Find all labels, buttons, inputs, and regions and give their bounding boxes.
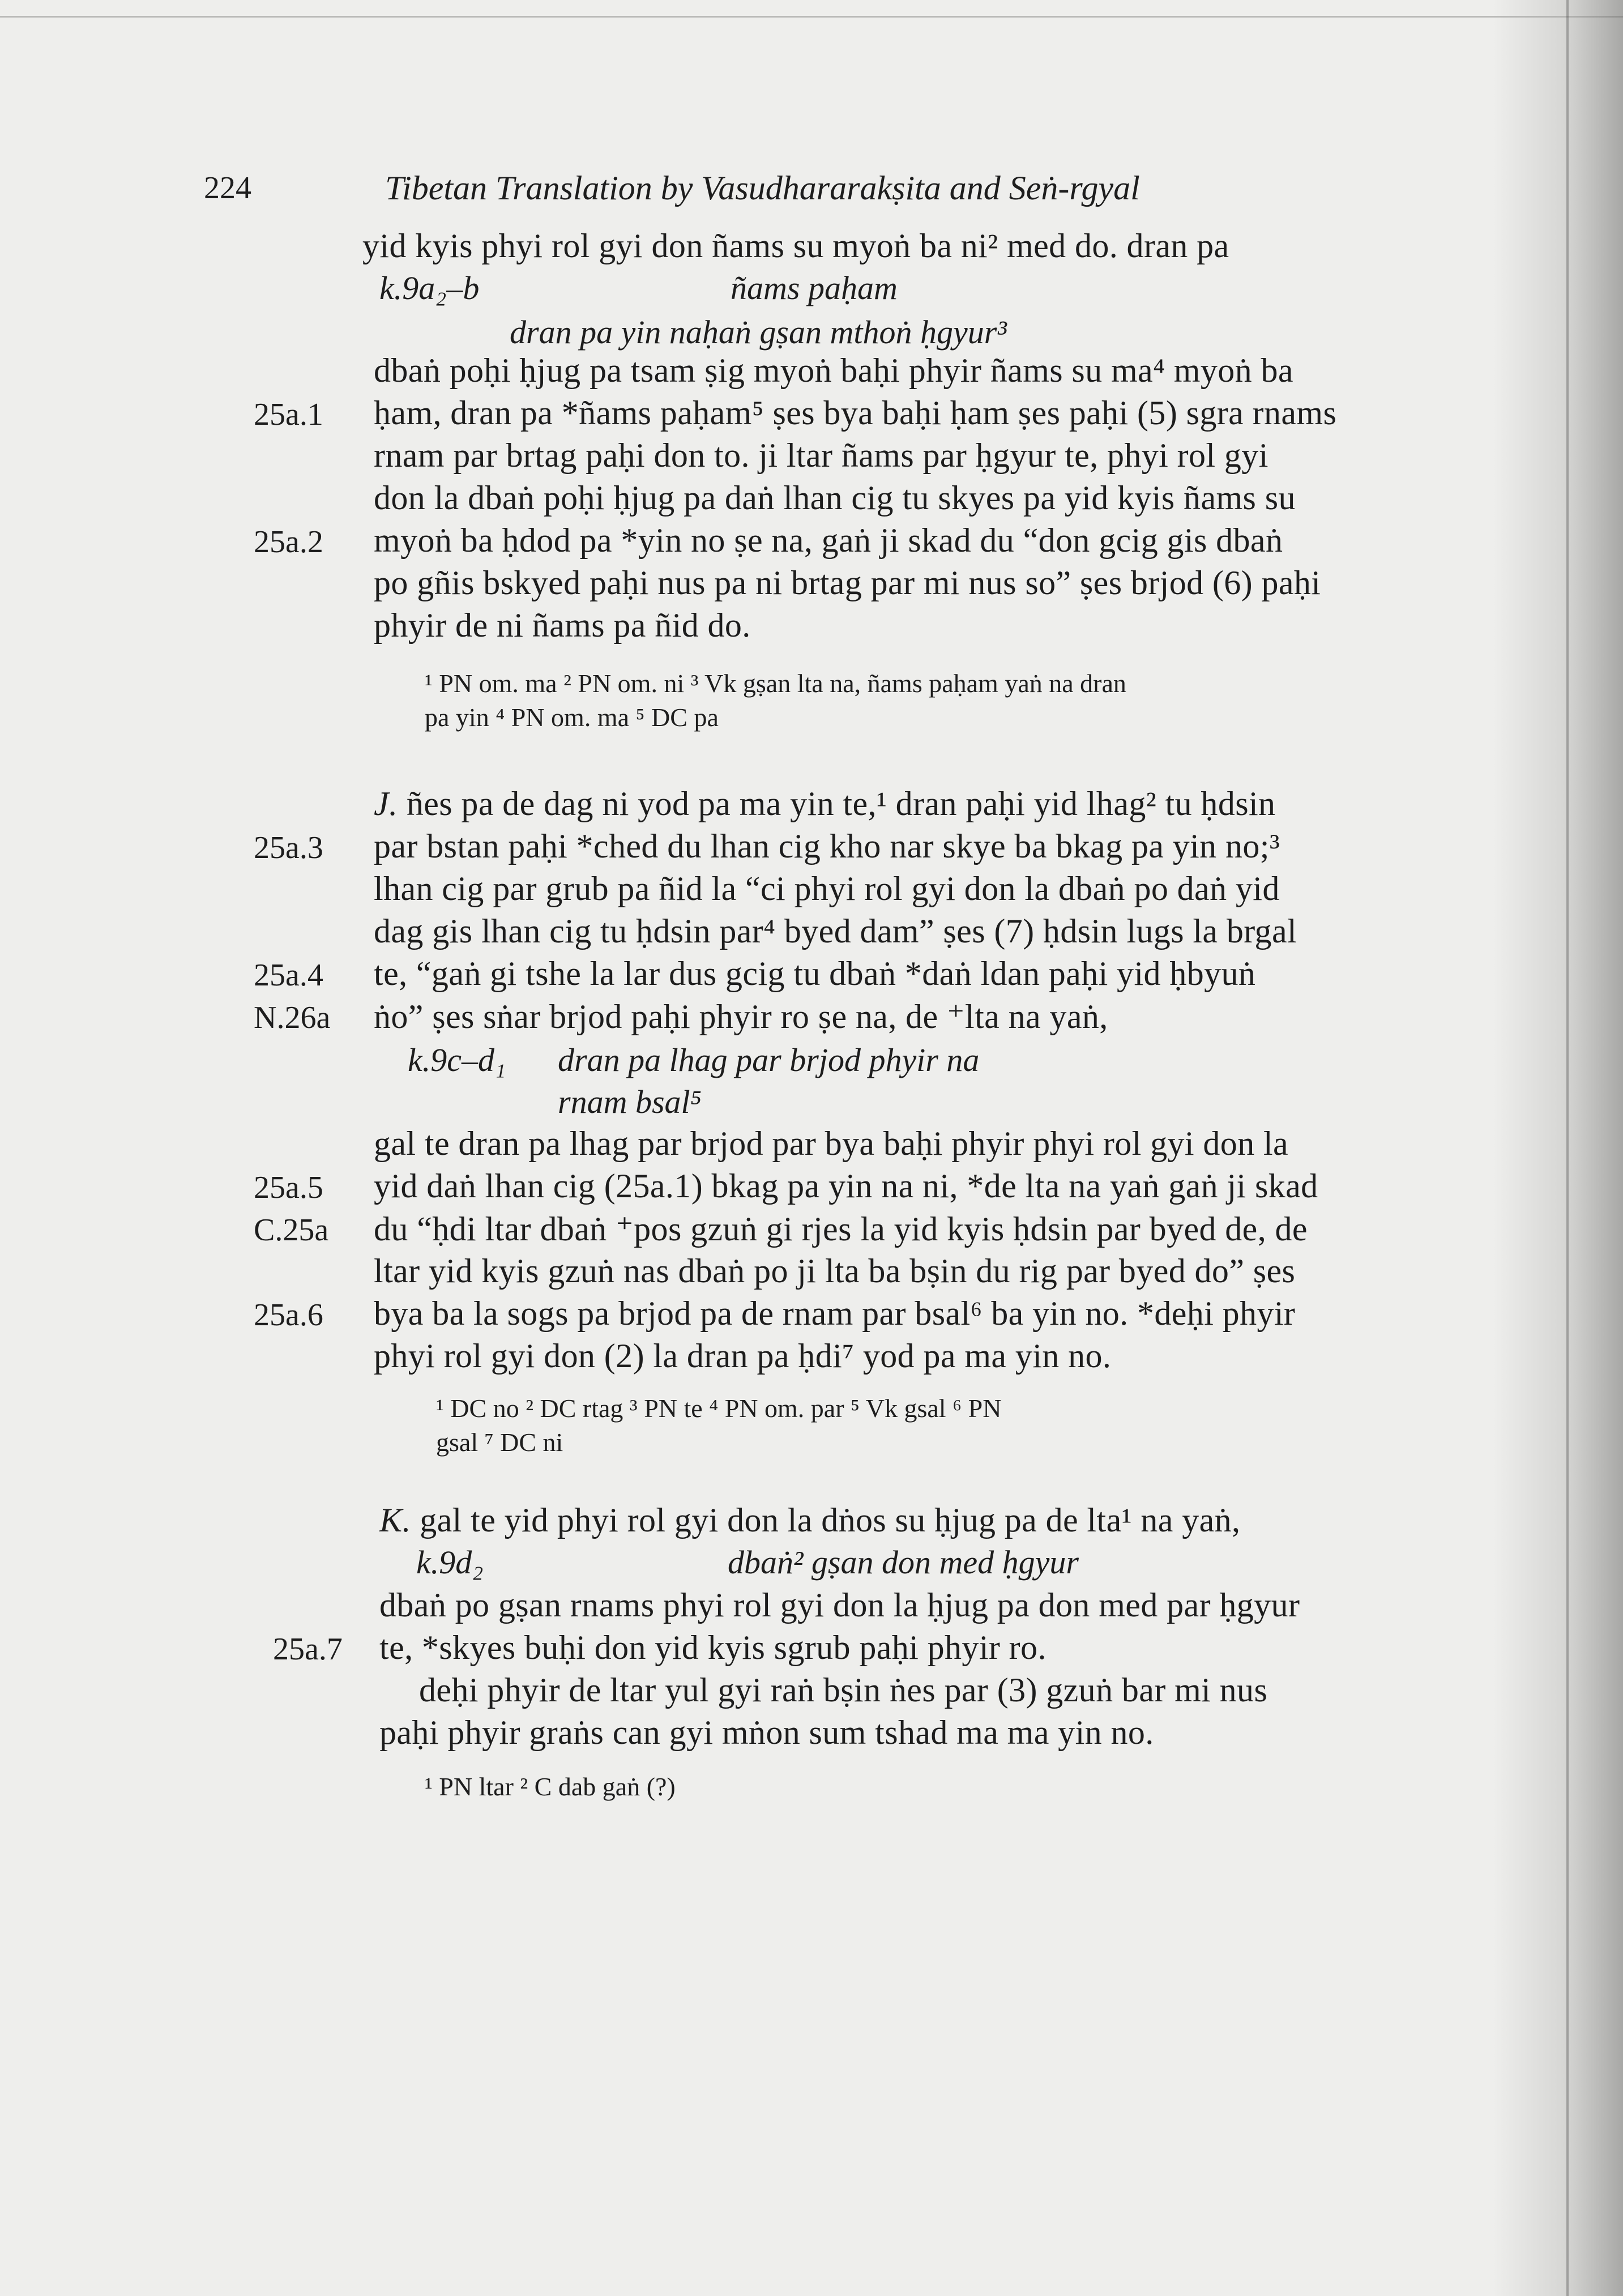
margin-folio-ref: 25a.7 bbox=[273, 1632, 343, 1667]
verse-ref: k.9a₂–b bbox=[379, 270, 480, 306]
running-title: Tibetan Translation by Vasudhararakṣita and Seṅ-rgyal bbox=[385, 169, 1140, 207]
margin-folio-ref: N.26a bbox=[254, 1000, 331, 1035]
section-label: J. bbox=[374, 785, 398, 822]
text-line: yid kyis phyi rol gyi don ñams su myoṅ ba ni² med do. dran pa bbox=[362, 227, 1229, 264]
text-line: phyir de ni ñams pa ñid do. bbox=[374, 607, 751, 644]
text-line: gal te yid phyi rol gyi don la dṅos su ḥjug pa de lta¹ na yaṅ, bbox=[420, 1501, 1241, 1539]
text-line: te, *skyes buḥi don yid kyis sgrub paḥi phyir ro. bbox=[379, 1629, 1047, 1666]
margin-folio-ref: 25a.1 bbox=[254, 397, 323, 432]
text-line: ñes pa de dag ni yod pa ma yin te,¹ dran paḥi yid lhag² tu ḥdsin bbox=[406, 785, 1276, 822]
scan-binding-shadow bbox=[1493, 0, 1623, 2296]
footnote-line: gsal ⁷ DC ni bbox=[436, 1428, 563, 1457]
verse-line: dbaṅ² gṣan don med ḥgyur bbox=[728, 1544, 1079, 1581]
verse-line: rnam bsal⁵ bbox=[558, 1083, 702, 1120]
text-line: yid daṅ lhan cig (25a.1) bkag pa yin na ni, *de lta na yaṅ gaṅ ji skad bbox=[374, 1167, 1318, 1205]
text-line: dbaṅ po gṣan rnams phyi rol gyi don la ḥjug pa don med par ḥgyur bbox=[379, 1586, 1300, 1624]
verse-line: dran pa lhag par brjod phyir na bbox=[558, 1042, 980, 1078]
text-line: po gñis bskyed paḥi nus pa ni brtag par mi nus so” ṣes brjod (6) paḥi bbox=[374, 564, 1321, 601]
verse-ref: k.9c–d₁ bbox=[408, 1042, 506, 1078]
margin-folio-ref: 25a.2 bbox=[254, 524, 323, 560]
text-line: par bstan paḥi *ched du lhan cig kho nar skye ba bkag pa yin no;³ bbox=[374, 827, 1280, 865]
footnote-line: ¹ PN om. ma ² PN om. ni ³ Vk gṣan lta na, ñams paḥam yaṅ na dran bbox=[425, 669, 1126, 698]
verse-line: dran pa yin naḥaṅ gṣan mthoṅ ḥgyur³ bbox=[510, 314, 1007, 351]
text-line: ltar yid kyis gzuṅ nas dbaṅ po ji lta ba bṣin du rig par byed do” ṣes bbox=[374, 1252, 1296, 1290]
text-line: dbaṅ poḥi ḥjug pa tsam ṣig myoṅ baḥi phyir ñams su ma⁴ myoṅ ba bbox=[374, 352, 1293, 389]
footnote-line: pa yin ⁴ PN om. ma ⁵ DC pa bbox=[425, 703, 719, 732]
text-line: myoṅ ba ḥdod pa *yin no ṣe na, gaṅ ji skad du “don gcig gis dbaṅ bbox=[374, 522, 1283, 559]
text-line: bya ba la sogs pa brjod pa de rnam par bsal⁶ ba yin no. *deḥi phyir bbox=[374, 1295, 1296, 1332]
margin-folio-ref: 25a.6 bbox=[254, 1298, 323, 1333]
text-line: ṅo” ṣes sṅar brjod paḥi phyir ro ṣe na, de ⁺lta na yaṅ, bbox=[374, 998, 1108, 1035]
text-line: du “ḥdi ltar dbaṅ ⁺pos gzuṅ gi rjes la yid kyis ḥdsin par byed de, de bbox=[374, 1210, 1308, 1248]
text-line: lhan cig par grub pa ñid la “ci phyi rol gyi don la dbaṅ po daṅ yid bbox=[374, 870, 1280, 907]
text-line: rnam par brtag paḥi don to. ji ltar ñams par ḥgyur te, phyi rol gyi bbox=[374, 437, 1268, 474]
footnote-line: ¹ PN ltar ² C dab gaṅ (?) bbox=[425, 1772, 676, 1801]
verse-ref: k.9d₂ bbox=[416, 1544, 484, 1581]
page-number: 224 bbox=[204, 170, 251, 206]
margin-folio-ref: C.25a bbox=[254, 1213, 329, 1248]
text-line: ḥam, dran pa *ñams paḥam⁵ ṣes bya baḥi ḥam ṣes paḥi (5) sgra rnams bbox=[374, 394, 1337, 432]
text-line: gal te dran pa lhag par brjod par bya baḥi phyir phyi rol gyi don la bbox=[374, 1125, 1289, 1162]
text-line: dag gis lhan cig tu ḥdsin par⁴ byed dam” ṣes (7) ḥdsin lugs la brgal bbox=[374, 912, 1297, 950]
verse-line: ñams paḥam bbox=[731, 270, 898, 306]
text-line: don la dbaṅ poḥi ḥjug pa daṅ lhan cig tu skyes pa yid kyis ñams su bbox=[374, 479, 1296, 517]
margin-folio-ref: 25a.3 bbox=[254, 830, 323, 865]
scan-binding-line bbox=[1566, 0, 1569, 2296]
text-line: paḥi phyir graṅs can gyi mṅon sum tshad ma ma yin no. bbox=[379, 1714, 1154, 1751]
text-line: deḥi phyir de ltar yul gyi raṅ bṣin ṅes par (3) gzuṅ bar mi nus bbox=[419, 1671, 1268, 1709]
section-label: K. bbox=[379, 1501, 411, 1539]
margin-folio-ref: 25a.5 bbox=[254, 1170, 323, 1205]
scan-top-rule bbox=[0, 16, 1623, 18]
text-line: phyi rol gyi don (2) la dran pa ḥdi⁷ yod pa ma yin no. bbox=[374, 1337, 1112, 1375]
margin-folio-ref: 25a.4 bbox=[254, 958, 323, 993]
footnote-line: ¹ DC no ² DC rtag ³ PN te ⁴ PN om. par ⁵ Vk gsal ⁶ PN bbox=[436, 1394, 1002, 1423]
text-line: te, “gaṅ gi tshe la lar dus gcig tu dbaṅ *daṅ ldan paḥi yid ḥbyuṅ bbox=[374, 955, 1256, 992]
